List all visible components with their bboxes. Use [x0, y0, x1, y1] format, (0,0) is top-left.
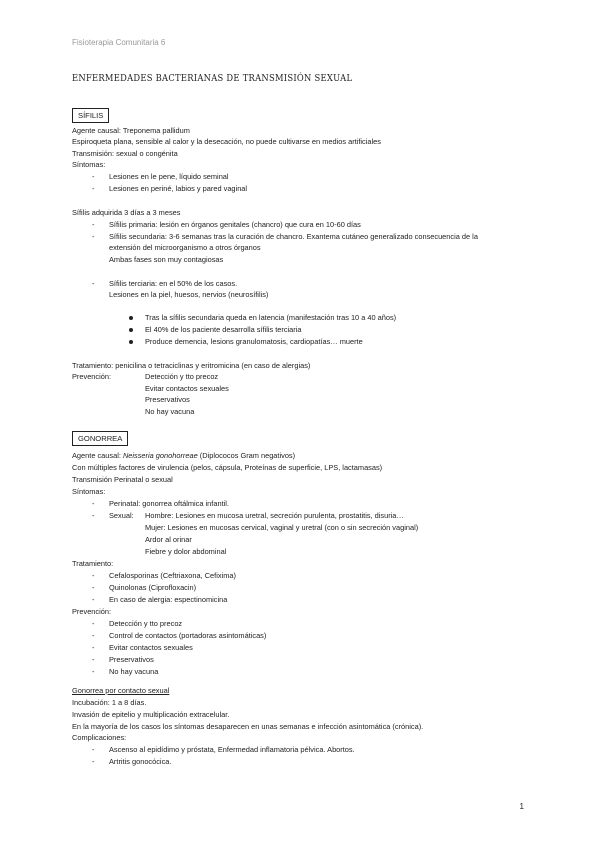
- page-header: Fisioterapia Comunitaria 6: [72, 38, 166, 47]
- list-item: Lesiones en la piel, huesos, nervios (neurosífilis): [109, 290, 269, 299]
- dash-bullet: -: [92, 631, 95, 640]
- dash-bullet: -: [92, 643, 95, 652]
- dash-bullet: -: [92, 595, 95, 604]
- list-item: Artritis gonocócica.: [109, 757, 172, 766]
- list-item: El 40% de los paciente desarrolla sífilis terciaria: [145, 325, 302, 334]
- text-line: Sífilis adquirida 3 días a 3 meses: [72, 208, 181, 217]
- list-item: Tras la sífilis secundaria queda en latencia (manifestación tras 10 a 40 años): [145, 313, 397, 322]
- text-line: Prevención:: [72, 607, 112, 616]
- list-item: Detección y tto precoz: [145, 372, 219, 381]
- list-item: Ascenso al epidídimo y próstata, Enfermedad inflamatoria pélvica. Abortos.: [109, 745, 355, 754]
- section-heading-gonorrea: GONORREA: [72, 431, 128, 446]
- bullet-dot: [129, 340, 133, 344]
- text-line: [72, 451, 295, 461]
- dash-bullet: -: [92, 511, 95, 520]
- list-item: Sexual:: [109, 511, 134, 520]
- document-title: ENFERMEDADES BACTERIANAS DE TRANSMISIÓN SEXUAL: [72, 73, 353, 84]
- text-line: Prevención:: [72, 372, 112, 381]
- list-item: Ambas fases son muy contagiosas: [109, 255, 224, 264]
- page-number: 1: [519, 802, 524, 811]
- list-item: No hay vacuna: [145, 407, 195, 416]
- list-item: Fiebre y dolor abdominal: [145, 547, 227, 556]
- dash-bullet: -: [92, 220, 95, 229]
- text-line: Tratamiento:: [72, 559, 114, 568]
- subsection-heading: Gonorrea por contacto sexual: [72, 686, 170, 695]
- list-item: Cefalosporinas (Ceftriaxona, Cefixima): [109, 571, 236, 580]
- text-line: Tratamiento: penicilina o tetraciclinas y eritromicina (en caso de alergias): [72, 361, 311, 370]
- list-item: Ardor al orinar: [145, 535, 192, 544]
- agente-suffix: (Diplococos Gram negativos): [197, 451, 296, 460]
- text-line: Síntomas:: [72, 487, 106, 496]
- text-line: Invasión de epitelio y multiplicación extracelular.: [72, 710, 230, 719]
- list-item: Control de contactos (portadoras asintomáticas): [109, 631, 267, 640]
- list-item: Sífilis terciaria: en el 50% de los casos.: [109, 279, 238, 288]
- list-item: Detección y tto precoz: [109, 619, 183, 628]
- bullet-dot: [129, 316, 133, 320]
- dash-bullet: -: [92, 184, 95, 193]
- text-line: Incubación: 1 a 8 días.: [72, 698, 147, 707]
- text-line: Transmisión Perinatal o sexual: [72, 475, 173, 484]
- list-item: Produce demencia, lesions granulomatosis, cardiopatías… muerte: [145, 337, 363, 346]
- text-line: En la mayoría de los casos los síntomas desaparecen en unas semanas e infección asintomática (crónica).: [72, 722, 424, 731]
- dash-bullet: -: [92, 757, 95, 766]
- organism-name: Neisseria gonohorreae: [122, 451, 198, 460]
- list-item: Preservativos: [145, 395, 190, 404]
- list-item: Lesiones en periné, labios y pared vaginal: [109, 184, 248, 193]
- text-line: Síntomas:: [72, 160, 106, 169]
- list-item: Preservativos: [109, 655, 154, 664]
- bullet-dot: [129, 328, 133, 332]
- list-item: Lesiones en le pene, líquido seminal: [109, 172, 229, 181]
- dash-bullet: -: [92, 619, 95, 628]
- agente-prefix: Agente causal:: [72, 451, 123, 460]
- text-line: Transmisión: sexual o congénita: [72, 149, 178, 158]
- dash-bullet: -: [92, 655, 95, 664]
- list-item: Evitar contactos sexuales: [109, 643, 193, 652]
- dash-bullet: -: [92, 667, 95, 676]
- text-line: Agente causal: Treponema pallidum: [72, 126, 190, 135]
- list-item: Evitar contactos sexuales: [145, 384, 229, 393]
- dash-bullet: -: [92, 172, 95, 181]
- dash-bullet: -: [92, 232, 95, 241]
- dash-bullet: -: [92, 571, 95, 580]
- list-item: Perinatal: gonorrea oftálmica infantil.: [109, 499, 229, 508]
- list-item: Hombre: Lesiones en mucosa uretral, secreción purulenta, prostatitis, disuria…: [145, 511, 404, 520]
- list-item: No hay vacuna: [109, 667, 159, 676]
- dash-bullet: -: [92, 583, 95, 592]
- dash-bullet: -: [92, 279, 95, 288]
- list-item: Sífilis primaria: lesión en órganos genitales (chancro) que cura en 10-60 días: [109, 220, 361, 229]
- list-item: Mujer: Lesiones en mucosas cervical, vaginal y uretral (con o sin secreción vaginal): [145, 523, 419, 532]
- text-line: Espiroqueta plana, sensible al calor y la desecación, no puede cultivarse en medios artificiales: [72, 137, 381, 146]
- text-line: Complicaciones:: [72, 733, 127, 742]
- list-item: Quinolonas (Ciprofloxacin): [109, 583, 197, 592]
- dash-bullet: -: [92, 745, 95, 754]
- list-item: Sífilis secundaria: 3-6 semanas tras la curación de chancro. Exantema cutáneo generalizado consecuencia de la: [109, 232, 478, 241]
- text-line: Con múltiples factores de virulencia (pelos, cápsula, Proteínas de superficie, LPS, lactamasas): [72, 463, 383, 472]
- list-item: extensión del microorganismo a otros órganos: [109, 243, 261, 252]
- section-heading-sifilis: SÍFILIS: [72, 108, 109, 123]
- list-item: En caso de alergia: espectinomicina: [109, 595, 228, 604]
- dash-bullet: -: [92, 499, 95, 508]
